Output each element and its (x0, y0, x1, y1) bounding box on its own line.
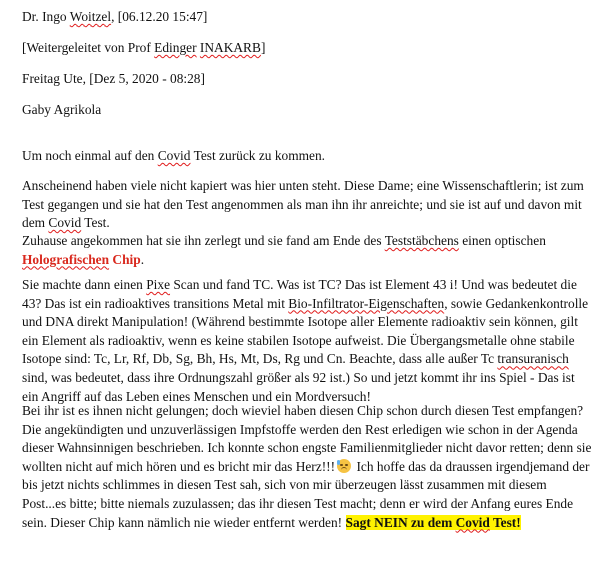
paragraph-4: Sie machte dann einen Pixe Scan und fand TC. Was ist TC? Das ist Element 43 i! Und was bedeutet die 43? Das ist ein radioaktives transitions Metal mit Bio-Infiltrator-Eigenschaften, sowie Gedankenkontrolle und DNA direkt Manipulation! (Während bestimmte Isotope aller Elemente radioaktiv sein können, gilt ein Element als radioaktiv, wenn es keine stabilen Isotope aufweist. Die Übergangsmetalle ohne stabile Isotope sind: Tc, Lr, Rf, Db, Sg, Bh, Hs, Mt, Ds, Rg und Cn. Beachte, dass alle außer Tc transuranisch sind, was bedeutet, dass ihre Ordnungszahl größer als 92 ist.) So und jetzt kommt ihr ins Spiel - Das ist ein Angriff auf das Leben eines Menschen und ein Mordversuch! (22, 277, 589, 404)
paragraph-3: Zuhause angekommen hat sie ihn zerlegt und sie fand am Ende des Teststäbchens einen optischen Holografischen Chip. (22, 233, 546, 267)
holografisch-text: Holografischen (22, 251, 110, 267)
paragraph-5: Bei ihr ist es ihnen nicht gelungen; doch wieviel haben diesen Chip schon durch diesen Test empfangen? Die angekündigten und unzuverlässigen Impfstoffe werden den Rest erledigen wie schon in der Agenda dieser Wahnsinnigen beschrieben. Ich konnte schon engste Familienmitglieder nicht davor retten; denn sie wollten nicht auf mich hören und es bricht mir das Herz!!! Ich hoffe das da draussen irgendjemand der bis jetzt nichts schlimmes in diesen Test sah, sich von mir überzeugen lässt zusammen mit diesem Post...es bitte; bitte niemals zuzulassen; das ihr diesen Test macht; denn er wird der Anfang eures Ende sein. Dieser Chip kann nämlich nie wieder entfernt werden! Sagt NEIN zu dem Covid Test! (22, 403, 592, 530)
sad-sweat-face-icon (337, 459, 351, 473)
highlighted-call-to-action: Sagt NEIN zu dem Covid Test! (345, 514, 521, 530)
paragraph-1: Um noch einmal auf den Covid Test zurück zu kommen. (22, 148, 326, 163)
sender-line: Dr. Ingo Woitzel, [06.12.20 15:47] (22, 9, 208, 24)
forwarded-line: [Weitergeleitet von Prof Edinger INAKARB] (22, 40, 266, 55)
date-line: Freitag Ute, [Dez 5, 2020 - 08:28] (22, 71, 205, 86)
author-line: Gaby Agrikola (22, 102, 102, 117)
paragraph-2: Anscheinend haben viele nicht kapiert was hier unten steht. Diese Dame; eine Wissenschaftlerin; ist zum Test gegangen und sie hat den Test angenommen als man ihn ihr anreichte; und sie ist auf und davon mit dem Covid Test. (22, 178, 584, 231)
